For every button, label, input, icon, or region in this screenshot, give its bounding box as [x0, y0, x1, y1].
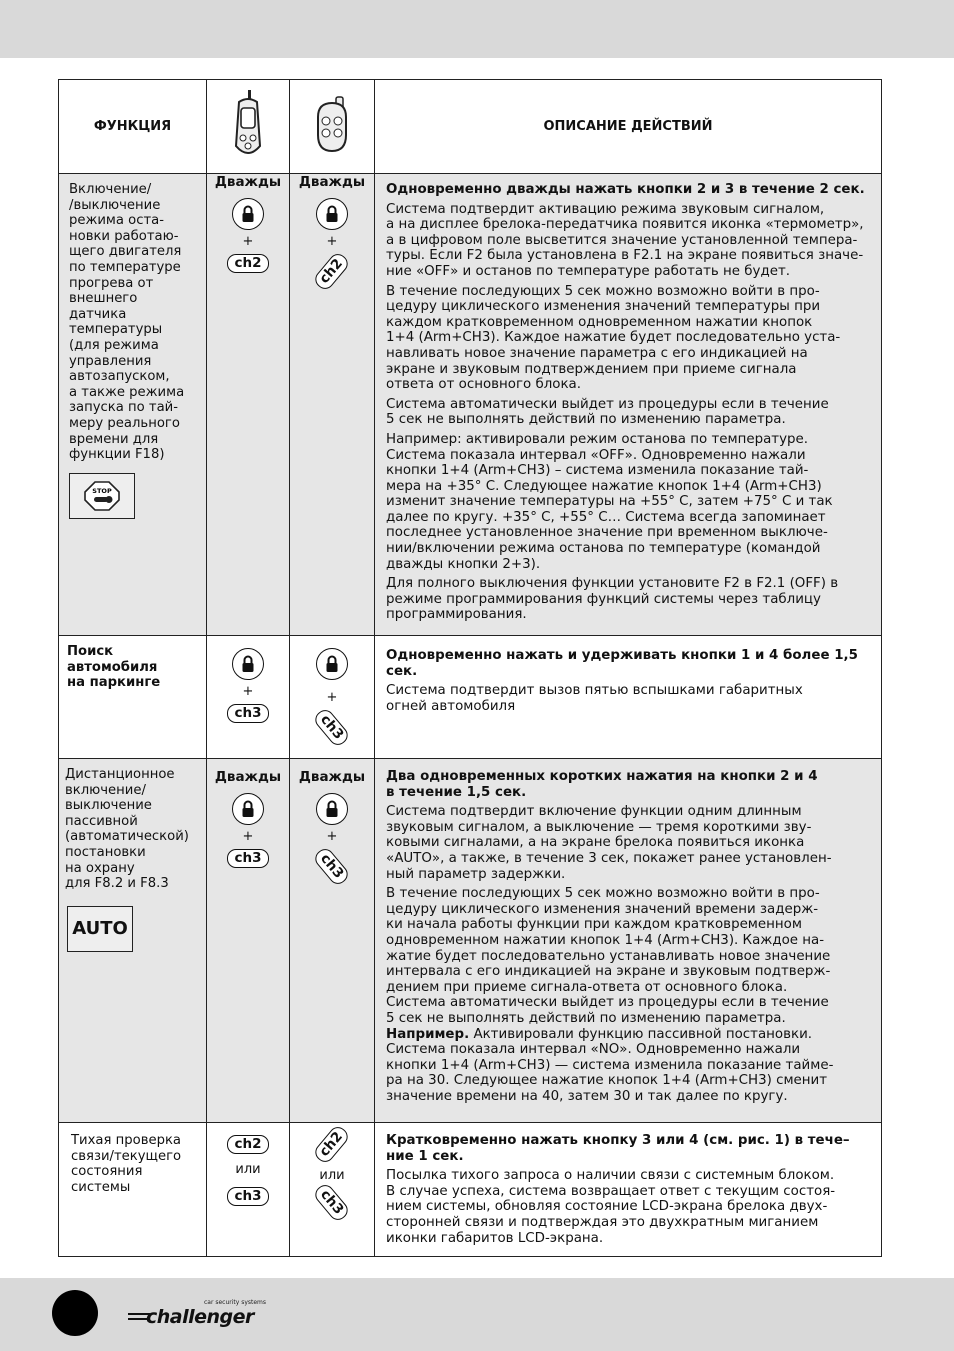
remote1-buttons-cell [207, 174, 290, 636]
plus-sign: + [242, 234, 254, 249]
challenger-logo [128, 1299, 268, 1333]
ch2-button-icon: ch2 [312, 250, 352, 292]
description-cell [375, 174, 882, 636]
function-cell [59, 1123, 207, 1257]
header-description: ОПИСАНИЕ ДЕЙСТВИЙ [543, 119, 713, 134]
function-cell [59, 174, 207, 636]
twice-label: Дважды [214, 769, 282, 785]
desc-action: Одновременно дважды нажать кнопки 2 и 3 в течение 2 сек. [386, 182, 865, 197]
header-remote2-cell [290, 80, 375, 174]
ch2-button-icon: ch2 [312, 1123, 352, 1165]
ch3-button-icon: ch3 [312, 1181, 352, 1223]
remote2-buttons-cell [290, 759, 375, 1123]
desc-paragraph: Система подтвердит включение функции одним длинным звуковым сигналом, а выключение — тремя короткими зву- ковыми сигналами, а на экране брелока появиться иконка «AUTO», а также, в течение 3 сек, покажет ранее установлен- ный параметр задержки. [386, 804, 832, 882]
ch3-button-icon: ch3 [312, 706, 352, 748]
function-text: Дистанционное включение/ выключение пассивной (автоматической) постановки на охрану для F8.2 и F8.3 [65, 767, 189, 892]
logo-brand: challenger [146, 1306, 254, 1328]
header-description-cell [375, 80, 882, 174]
ch3-button-icon: ch3 [227, 704, 268, 723]
desc-action: Одновременно нажать и удерживать кнопки 1 и 4 более 1,5 сек. [386, 648, 858, 679]
table-row [59, 174, 882, 636]
description-cell [375, 1123, 882, 1257]
plus-sign: + [326, 234, 338, 249]
function-cell [59, 636, 207, 759]
function-text: Включение/ /выключение режима оста- новки работаю- щего двигателя по температуре прогрева от внешнего датчика температуры (для режима управления автозапуском, а также режима запуска по тай- меру реального времени для функции F18) [69, 182, 185, 463]
or-label: или [319, 1168, 345, 1183]
desc-paragraph: Система подтвердит активацию режима звуковым сигналом, а на дисплее брелока-передатчика появится иконка «термометр», а в цифровом поле высветится значение установленной темпера- туры. Если F2 была установлена в F2.1 на экране появиться значе- ние «OFF» и останов по температуре работать не будет. [386, 201, 864, 279]
description-cell [375, 759, 882, 1123]
logo-tagline: car security systems [204, 1299, 267, 1306]
remote1-buttons-cell [207, 759, 290, 1123]
remote2-buttons-cell [290, 1123, 375, 1257]
ch3-button-icon: ch3 [312, 845, 352, 887]
twice-label: Дважды [298, 769, 366, 785]
description-cell [375, 636, 882, 759]
plus-sign: + [326, 829, 338, 844]
compact-remote-icon [312, 95, 352, 155]
top-band [0, 0, 954, 58]
plus-sign: + [326, 690, 338, 705]
ch2-button-icon: ch2 [227, 1135, 268, 1154]
desc-action: Два одновременных коротких нажатия на кнопки 2 и 4 в течение 1,5 сек. [386, 769, 818, 800]
desc-paragraph: Система подтвердит вызов пятью вспышками габаритных огней автомобиля [386, 683, 803, 714]
lock-button-icon [232, 648, 264, 680]
table-header [59, 80, 882, 174]
function-text: Поиск автомобиля на паркинге [67, 644, 161, 691]
desc-action: Кратковременно нажать кнопку 3 или 4 (см. рис. 1) в тече– ние 1 сек. [386, 1133, 850, 1164]
table-row [59, 759, 882, 1123]
ch3-button-icon: ch3 [227, 849, 268, 868]
functions-table [58, 79, 882, 1257]
remote2-buttons-cell [290, 174, 375, 636]
plus-sign: + [242, 684, 254, 699]
remote2-buttons-cell [290, 636, 375, 759]
lcd-remote-icon [231, 88, 265, 162]
function-text: Тихая проверка связи/текущего состояния системы [71, 1133, 182, 1195]
lock-button-icon [316, 648, 348, 680]
remote1-buttons-cell [207, 1123, 290, 1257]
page-number-dot [52, 1290, 98, 1336]
lock-button-icon [316, 198, 348, 230]
lock-button-icon [232, 793, 264, 825]
header-function-cell [59, 80, 207, 174]
desc-paragraph: Активировали функцию пассивной постановки. Система показала интервал «NO». Одновременно нажали кнопки 1+4 (Arm+CH3) — система изменила показание тайме- ра на 30. Следующее нажатие кнопок 1+4 (Arm+CH3) сменит значение времени на 40, затем 30 и так далее по кругу. [386, 1026, 834, 1104]
lock-button-icon [316, 793, 348, 825]
table-row [59, 1123, 882, 1257]
lock-button-icon [232, 198, 264, 230]
header-remote1-cell [207, 80, 290, 174]
desc-paragraph: Для полного выключения функции установите F2 в F2.1 (OFF) в режиме программирования функций системы через таблицу программирования. [386, 576, 839, 623]
twice-label: Дважды [298, 174, 366, 190]
desc-paragraph: В течение последующих 5 сек можно возможно войти в про- цедуру циклического изменения значений времени задерж- ки начала работы функции при каждом кратковременном одновременном нажатии кнопок 1+4 (Arm+CH3). Каждое на- жатие будет последовательно устанавливать новое значение интервала с его индикацией на экране и звуковым подтверж- дением при приеме сигнала-ответа от основного блока. Система автоматически выйдет из процедуры если в течение 5 сек не выполнять действий по изменению параметра. [386, 886, 831, 1026]
desc-paragraph: Например: активировали режим останова по температуре. Система показала интервал «OFF». Одновременно нажали кнопки 1+4 (Arm+CH3) – система изменила показание тай- мера на +35° С. Следующее нажатие кнопок 1+4 (Arm+CH3) изменит значение температуры на +55° С, затем +75° С и так далее по кругу. +35° С, +55° С… Система всегда запоминает последнее установленное значение при временном выключе- нии/включении режима останова по температуре (командой дважды кнопки 2+3). [386, 431, 833, 572]
stop-thermometer-icon [69, 473, 135, 519]
header-function: ФУНКЦИЯ [93, 119, 172, 134]
desc-paragraph: Система автоматически выйдет из процедуры если в течение 5 сек не выполнять действий по изменению параметра. [386, 396, 829, 428]
auto-icon: AUTO [67, 906, 133, 952]
or-label: или [235, 1162, 261, 1177]
desc-paragraph: Посылка тихого запроса о наличии связи с системным блоком. В случае успеха, система возвращает ответ с текущим состоя- нием системы, обновляя состояние LCD-экрана брелока двух- сторонней связи и подтверждая это двухкратным миганием иконки габаритов LCD-экрана. [386, 1168, 836, 1246]
twice-label: Дважды [214, 174, 282, 190]
function-cell [59, 759, 207, 1123]
table-row [59, 636, 882, 759]
remote1-buttons-cell [207, 636, 290, 759]
plus-sign: + [242, 829, 254, 844]
ch3-button-icon: ch3 [227, 1187, 268, 1206]
svg-text:STOP: STOP [92, 486, 112, 495]
ch2-button-icon: ch2 [227, 254, 268, 273]
desc-paragraph: В течение последующих 5 сек можно возможно войти в про- цедуру циклического изменения значений температуры при каждом кратковременном одновременном нажатии кнопок 1+4 (Arm+CH3). Каждое нажатие будет последовательно уста- навливать новое значение параметра с его индикацией на экране и звуковым подтверждением при приеме сигнала ответа от основного блока. [386, 283, 841, 393]
desc-example-label: Например. [386, 1026, 470, 1042]
